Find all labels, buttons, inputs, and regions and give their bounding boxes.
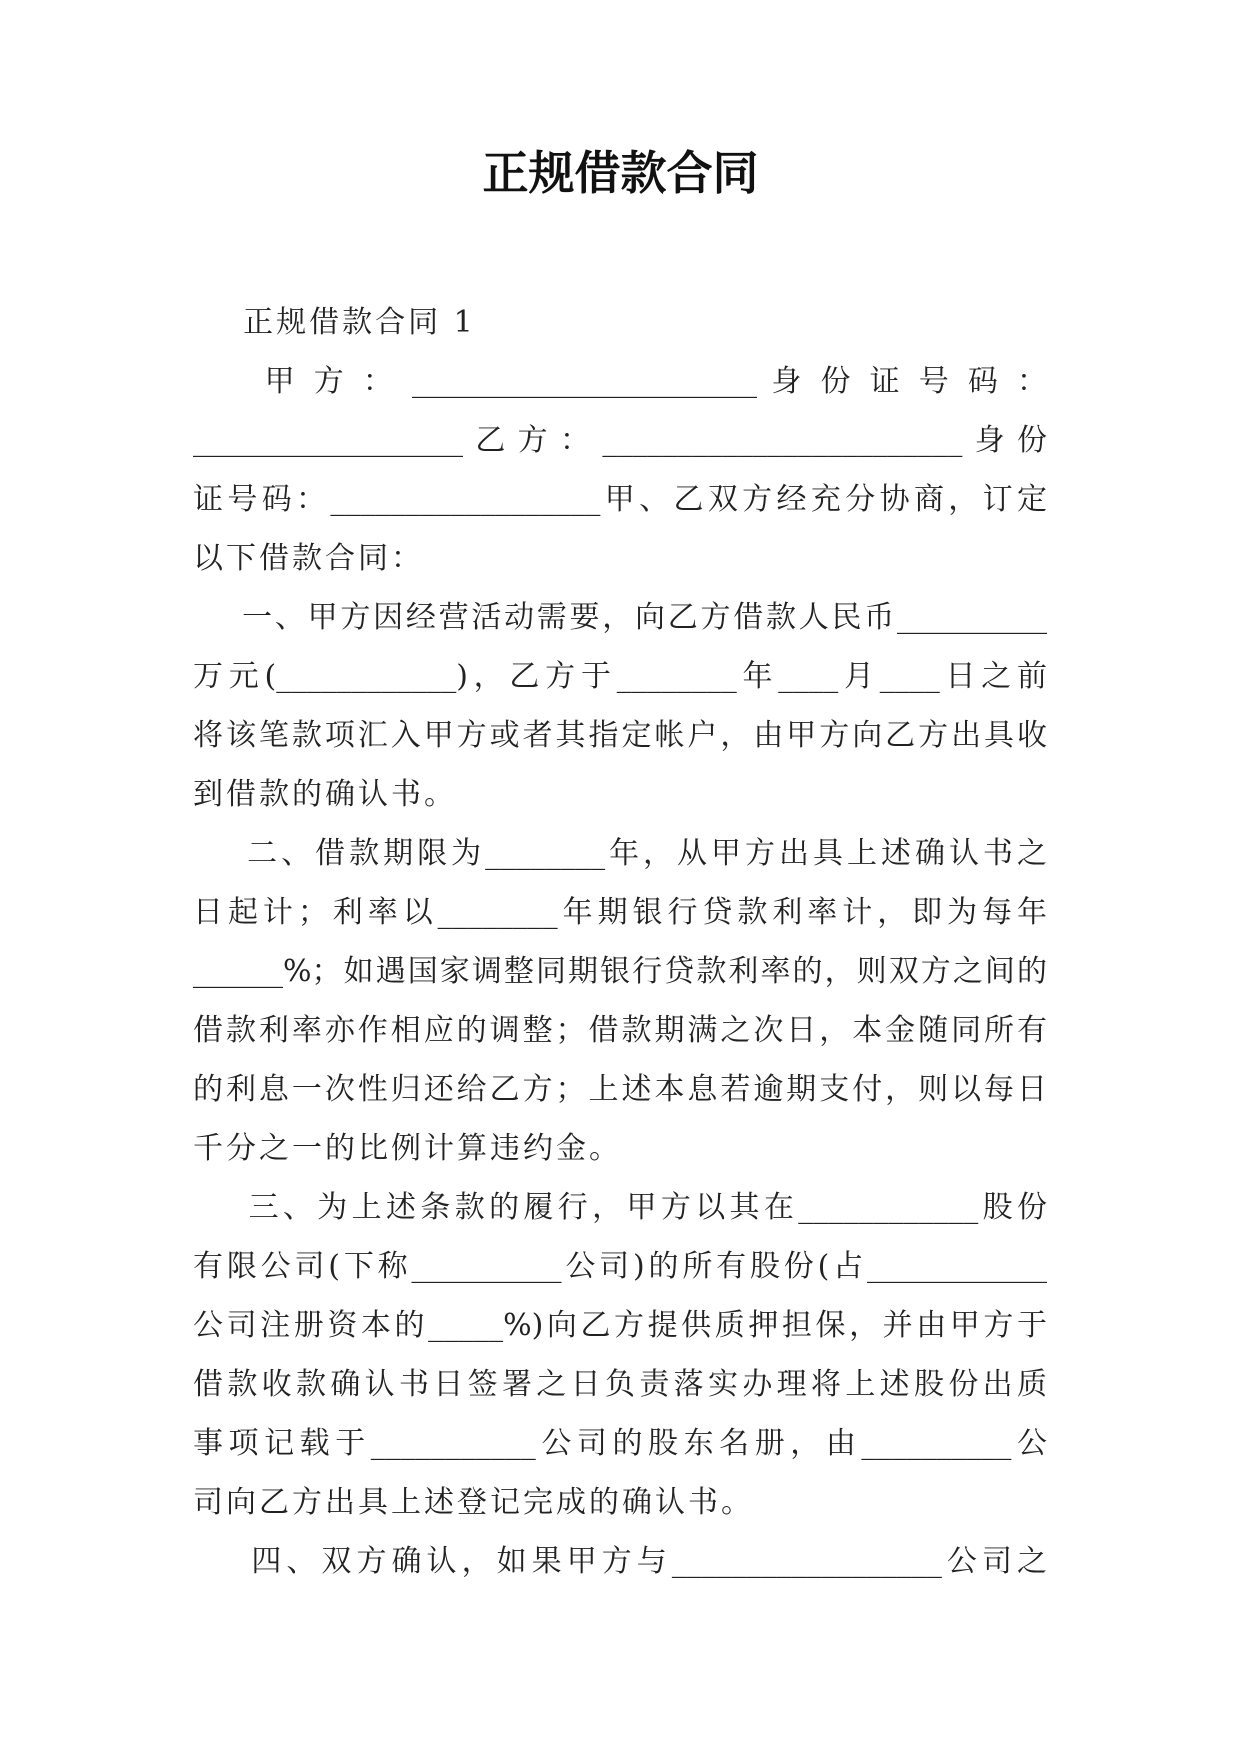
text-line: 万元(____________)，乙方于________年____月____日之前 xyxy=(193,659,1047,694)
text-line: 到借款的确认书。 xyxy=(193,777,457,812)
text-line: 借款利率亦作相应的调整；借款期满之次日，本金随同所有 xyxy=(193,1013,1047,1048)
text-line: 司向乙方出具上述登记完成的确认书。 xyxy=(193,1485,754,1520)
text-line: 正规借款合同 1 xyxy=(193,305,476,340)
text-line: 将该笔款项汇入甲方或者其指定帐户，由甲方向乙方出具收 xyxy=(193,718,1047,753)
text-line: 事项记载于___________公司的股东名册，由__________公 xyxy=(193,1426,1047,1461)
text-line: 的利息一次性归还给乙方；上述本息若逾期支付，则以每日 xyxy=(193,1072,1047,1107)
text-line: 甲 方 ： _______________________ 身 份 证 号 码 ： xyxy=(193,364,1047,399)
text-line: 有限公司(下称__________公司)的所有股份(占____________ xyxy=(193,1249,1047,1284)
contract-body xyxy=(193,293,1047,1591)
text-line: 日起计；利率以________年期银行贷款利率计，即为每年 xyxy=(193,895,1047,930)
text-line: 以下借款合同： xyxy=(193,541,424,576)
text-line: ______%；如遇国家调整同期银行贷款利率的，则双方之间的 xyxy=(193,954,1047,989)
text-line: 借款收款确认书日签署之日负责落实办理将上述股份出质 xyxy=(193,1367,1047,1402)
text-line: 公司注册资本的_____%)向乙方提供质押担保，并由甲方于 xyxy=(193,1308,1047,1343)
text-line: 证号码：__________________甲、乙双方经充分协商，订定 xyxy=(193,482,1047,517)
text-line: __________________乙方：________________________身份 xyxy=(193,423,1047,458)
text-line: 三、为上述条款的履行，甲方以其在____________股份 xyxy=(193,1190,1047,1225)
text-line: 四、双方确认，如果甲方与__________________公司之 xyxy=(193,1544,1047,1579)
text-line: 二、借款期限为________年，从甲方出具上述确认书之 xyxy=(193,836,1047,871)
text-line: 一、甲方因经营活动需要，向乙方借款人民币__________ xyxy=(193,600,1047,635)
text-line: 千分之一的比例计算违约金。 xyxy=(193,1131,622,1166)
document-title: 正规借款合同 xyxy=(482,146,759,200)
